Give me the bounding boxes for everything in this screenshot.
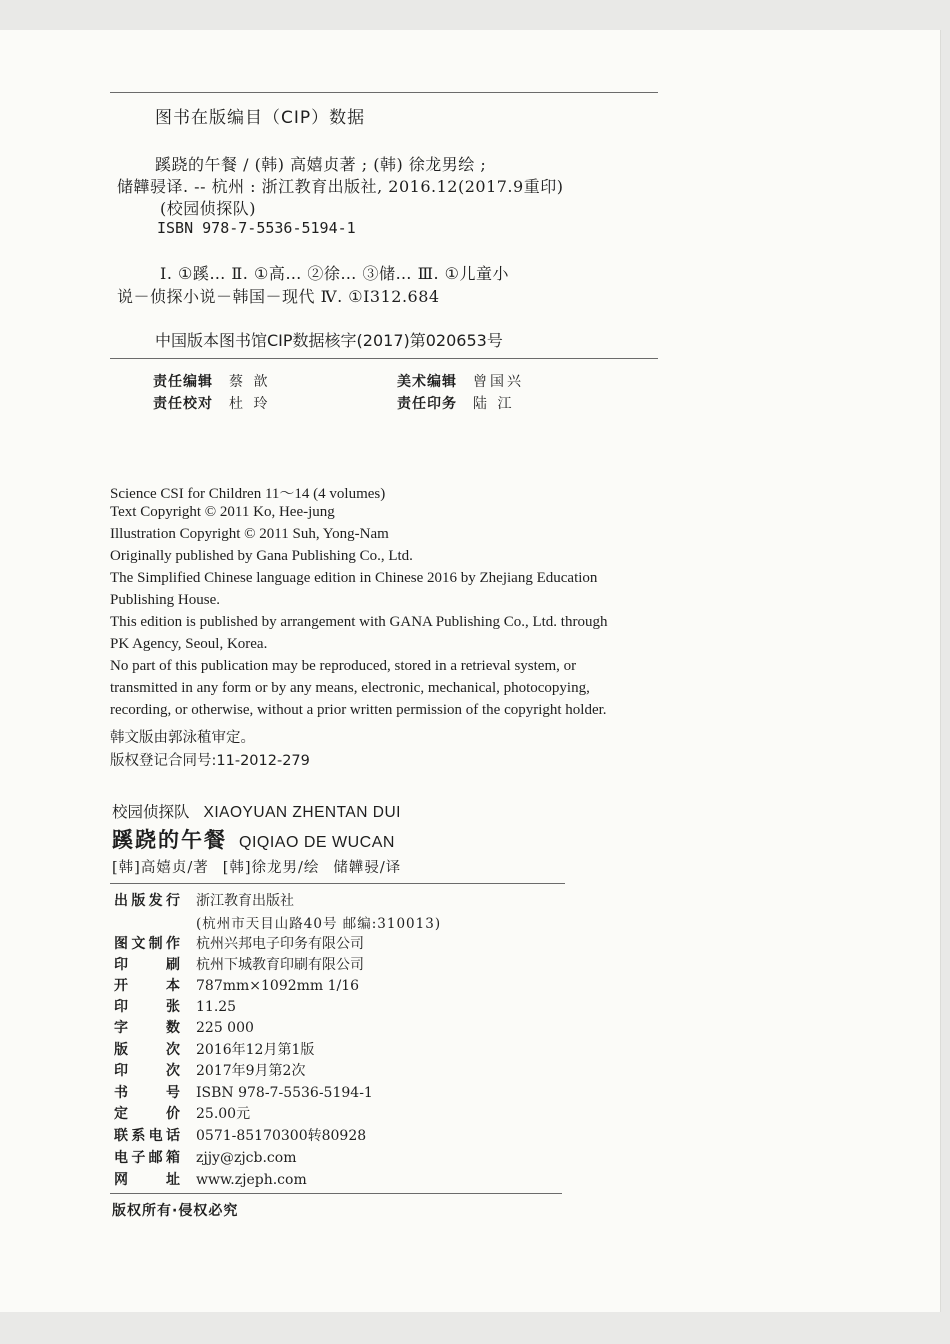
copyright-line-2: Text Copyright © 2011 Ko, Hee-jung	[110, 504, 335, 520]
publication-top-rule	[110, 883, 565, 884]
copyright-line-3: Illustration Copyright © 2011 Suh, Yong-Nam	[110, 526, 389, 542]
words-value: 225 000	[196, 1020, 254, 1036]
impression-label: 印次	[114, 1063, 180, 1079]
cip-line-3: (校园侦探队)	[160, 199, 256, 218]
row-publisher	[114, 890, 294, 910]
isbn-label: 书号	[114, 1085, 180, 1101]
printer-label: 印刷	[114, 957, 180, 973]
prepress-value: 杭州兴邦电子印务有限公司	[196, 936, 364, 952]
cip-line-2: 储韡骎译. -- 杭州 : 浙江教育出版社, 2016.12(2017.9重印)	[117, 177, 564, 196]
book-title-pinyin: QIQIAO DE WUCAN	[239, 834, 395, 851]
staff-editor	[153, 371, 270, 391]
contract-number: 版权登记合同号:11-2012-279	[110, 753, 310, 769]
credit-translator: 储韡骎/译	[333, 860, 402, 876]
copyright-page	[0, 30, 941, 1312]
staff-editor-name: 蔡 歆	[229, 374, 271, 390]
edition-label: 版次	[114, 1042, 180, 1058]
row-format	[114, 975, 359, 995]
isbn-value: ISBN 978-7-5536-5194-1	[196, 1085, 373, 1101]
series-name-pinyin: XIAOYUAN ZHENTAN DUI	[203, 804, 401, 821]
sheets-label: 印张	[114, 999, 180, 1015]
book-title	[112, 824, 395, 854]
cip-class-1: Ⅰ. ①蹊… Ⅱ. ①高… ②徐… ③储… Ⅲ. ①儿童小	[160, 264, 510, 283]
web-value: www.zjeph.com	[196, 1172, 307, 1188]
credit-author: [韩]高嬉贞/著	[112, 860, 209, 876]
staff-proof-name: 杜 玲	[229, 396, 271, 412]
format-label: 开本	[114, 978, 180, 994]
cip-class-2: 说－侦探小说－韩国－现代 Ⅳ. ①I312.684	[117, 287, 440, 306]
copyright-line-10: transmitted in any form or by any means, electronic, mechanical, photocopying,	[110, 680, 590, 696]
staff-print-name: 陆 江	[473, 396, 515, 412]
row-prepress	[114, 933, 364, 953]
cip-bottom-rule	[110, 358, 658, 359]
book-title-cn: 蹊跷的午餐	[112, 828, 227, 852]
row-sheets	[114, 996, 236, 1016]
cip-isbn: ISBN 978-7-5536-5194-1	[157, 219, 356, 237]
edition-value: 2016年12月第1版	[196, 1042, 315, 1058]
cip-title: 图书在版编目（CIP）数据	[155, 108, 366, 128]
staff-editor-label: 责任编辑	[153, 374, 213, 390]
copyright-line-8: PK Agency, Seoul, Korea.	[110, 636, 268, 652]
cip-top-rule	[110, 92, 658, 93]
row-printer	[114, 954, 364, 974]
web-label: 网址	[114, 1172, 180, 1188]
price-label: 定价	[114, 1106, 180, 1122]
copyright-line-7: This edition is published by arrangement with GANA Publishing Co., Ltd. through	[110, 614, 608, 630]
row-website	[114, 1169, 307, 1189]
row-phone	[114, 1125, 366, 1145]
cip-verify-number: 中国版本图书馆CIP数据核字(2017)第020653号	[155, 331, 503, 350]
staff-art-label: 美术编辑	[397, 374, 457, 390]
publisher-label: 出版发行	[114, 893, 180, 909]
copyright-line-1: Science CSI for Children 11～14 (4 volumes)	[110, 486, 386, 502]
row-words	[114, 1017, 254, 1037]
copyright-line-4: Originally published by Gana Publishing Co., Ltd.	[110, 548, 413, 564]
copyright-line-5: The Simplified Chinese language edition in Chinese 2016 by Zhejiang Education	[110, 570, 598, 586]
words-label: 字数	[114, 1020, 180, 1036]
format-value: 787mm×1092mm 1/16	[196, 978, 360, 994]
email-value: zjjy@zjcb.com	[196, 1150, 297, 1166]
book-credits	[112, 856, 415, 877]
credit-illustrator: [韩]徐龙男/绘	[222, 860, 320, 876]
row-email	[114, 1147, 296, 1167]
korean-review-note: 韩文版由郭泳稙审定。	[110, 730, 255, 746]
copyright-line-11: recording, or otherwise, without a prior written permission of the copyright holder.	[110, 702, 607, 718]
row-impression	[114, 1060, 305, 1080]
row-isbn	[114, 1082, 373, 1102]
prepress-label: 图文制作	[114, 936, 180, 952]
series-name	[112, 800, 401, 822]
row-edition	[114, 1039, 314, 1059]
cip-line-1: 蹊跷的午餐 / (韩) 高嬉贞著 ; (韩) 徐龙男绘 ;	[155, 155, 487, 174]
price-value: 25.00元	[196, 1106, 251, 1122]
phone-label: 联系电话	[114, 1128, 180, 1144]
staff-art-editor	[397, 371, 524, 391]
staff-proof-label: 责任校对	[153, 396, 213, 412]
email-label: 电子邮箱	[114, 1150, 180, 1166]
copyright-line-9: No part of this publication may be reproduced, stored in a retrieval system, or	[110, 658, 577, 674]
staff-print-manager	[397, 393, 514, 413]
staff-art-name: 曾国兴	[473, 374, 524, 390]
row-price	[114, 1103, 250, 1123]
publisher-value: 浙江教育出版社	[196, 893, 294, 909]
publisher-address: (杭州市天目山路40号 邮编:310013)	[196, 916, 442, 932]
impression-value: 2017年9月第2次	[196, 1063, 306, 1079]
sheets-value: 11.25	[196, 999, 237, 1015]
series-name-cn: 校园侦探队	[112, 803, 190, 821]
copyright-line-6: Publishing House.	[110, 592, 221, 608]
rights-reserved: 版权所有·侵权必究	[112, 1203, 239, 1219]
phone-value: 0571-85170300转80928	[196, 1128, 367, 1144]
publication-bottom-rule	[110, 1193, 562, 1194]
printer-value: 杭州下城教育印刷有限公司	[196, 957, 364, 973]
staff-proofreader	[153, 393, 270, 413]
staff-print-label: 责任印务	[397, 396, 457, 412]
